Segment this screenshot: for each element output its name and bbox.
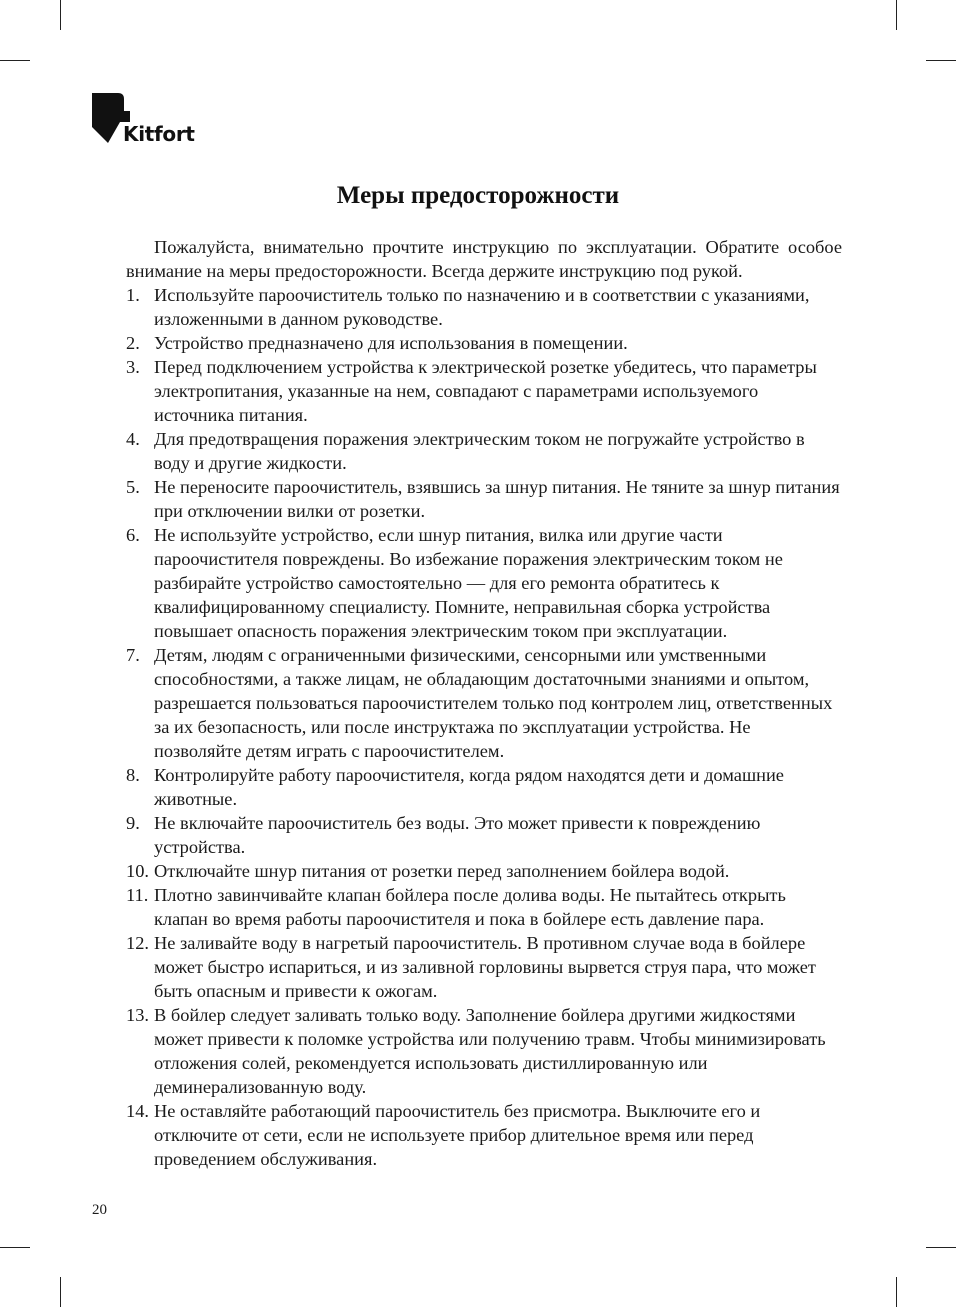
- item-number: 1.: [126, 285, 140, 305]
- item-number: 5.: [126, 477, 140, 497]
- safety-rules-list: [126, 283, 842, 1171]
- item-text: Устройство предназначено для использования в помещении.: [154, 333, 628, 353]
- crop-mark-bottom-right: [896, 1277, 897, 1307]
- item-number: 7.: [126, 645, 140, 665]
- list-item: [126, 859, 842, 883]
- item-number: 11.: [126, 885, 149, 905]
- item-text: Детям, людям с ограниченными физическими, сенсорными или умственными способностями, а также лицам, не обладающим достаточными знаниями и опытом, разрешается пользоваться пароочистителем только под контролем лиц, ответственных за их безопасность, или после инструктажа по эксплуатации устройства. Не позволяйте детям играть с пароочистителем.: [154, 645, 833, 761]
- list-item: [126, 283, 842, 331]
- item-text: Не используйте устройство, если шнур питания, вилка или другие части пароочистителя повреждены. Во избежание поражения электрическим током не разбирайте устройство самостоятельно — для его ремонта обратитесь к квалифицированному специалисту. Помните, неправильная сборка устройства повышает опасность поражения электрическим током при эксплуатации.: [154, 525, 783, 641]
- item-text: Перед подключением устройства к электрической розетке убедитесь, что параметры электропитания, указанные на нем, совпадают с параметрами используемого источника питания.: [154, 357, 817, 425]
- page-title: Меры предосторожности: [336, 182, 620, 209]
- list-item: [126, 1099, 842, 1171]
- crop-mark-top-right: [896, 0, 897, 30]
- list-item: [126, 427, 842, 475]
- list-item: [126, 523, 842, 643]
- list-item: [126, 1003, 842, 1099]
- item-text: Плотно завинчивайте клапан бойлера после долива воды. Не пытайтесь открыть клапан во время работы пароочистителя и пока в бойлере есть давление пара.: [154, 885, 786, 929]
- crop-mark-bottom-left-h: [0, 1247, 30, 1248]
- item-number: 10.: [126, 861, 149, 881]
- item-text: Не оставляйте работающий пароочиститель без присмотра. Выключите его и отключите от сети, если не используете прибор длительное время или перед проведением обслуживания.: [154, 1101, 761, 1169]
- document-body: [126, 235, 842, 1171]
- item-number: 9.: [126, 813, 140, 833]
- item-number: 14.: [126, 1101, 149, 1121]
- list-item: [126, 931, 842, 1003]
- item-text: Не переносите пароочиститель, взявшись за шнур питания. Не тяните за шнур питания при отключении вилки от розетки.: [154, 477, 840, 521]
- item-text: В бойлер следует заливать только воду. Заполнение бойлера другими жидкостями может привести к поломке устройства или получению травм. Чтобы минимизировать отложения солей, рекомендуется использовать дистиллированную или деминерализованную воду.: [154, 1005, 826, 1097]
- item-text: Не включайте пароочиститель без воды. Это может привести к повреждению устройства.: [154, 813, 761, 857]
- item-number: 13.: [126, 1005, 149, 1025]
- brand-logo: [92, 93, 212, 149]
- item-number: 8.: [126, 765, 140, 785]
- item-number: 4.: [126, 429, 140, 449]
- item-text: Контролируйте работу пароочистителя, когда рядом находятся дети и домашние животные.: [154, 765, 784, 809]
- list-item: [126, 811, 842, 859]
- crop-mark-top-left: [60, 0, 61, 30]
- crop-mark-bottom-left: [60, 1277, 61, 1307]
- item-number: 2.: [126, 333, 140, 353]
- list-item: [126, 331, 842, 355]
- item-text: Отключайте шнур питания от розетки перед заполнением бойлера водой.: [154, 861, 730, 881]
- item-text: Используйте пароочиститель только по назначению и в соответствии с указаниями, изложенными в данном руководстве.: [154, 285, 810, 329]
- list-item: [126, 643, 842, 763]
- page-number: 20: [92, 1202, 107, 1218]
- item-number: 6.: [126, 525, 140, 545]
- list-item: [126, 475, 842, 523]
- brand-name: Kitfort: [123, 122, 195, 146]
- list-item: [126, 883, 842, 931]
- item-number: 3.: [126, 357, 140, 377]
- crop-mark-top-right-h: [926, 60, 956, 61]
- crop-mark-bottom-right-h: [926, 1247, 956, 1248]
- item-text: Не заливайте воду в нагретый пароочиститель. В противном случае вода в бойлере может быстро испариться, и из заливной горловины вырвется струя пара, что может быть опасным и привести к ожогам.: [154, 933, 816, 1001]
- intro-paragraph: Пожалуйста, внимательно прочтите инструкцию по эксплуатации. Обратите особое внимание на меры предосторожности. Всегда держите инструкцию под рукой.: [126, 237, 842, 281]
- item-text: Для предотвращения поражения электрическим током не погружайте устройство в воду и другие жидкости.: [154, 429, 805, 473]
- list-item: [126, 763, 842, 811]
- crop-mark-top-left-h: [0, 60, 30, 61]
- item-number: 12.: [126, 933, 149, 953]
- list-item: [126, 355, 842, 427]
